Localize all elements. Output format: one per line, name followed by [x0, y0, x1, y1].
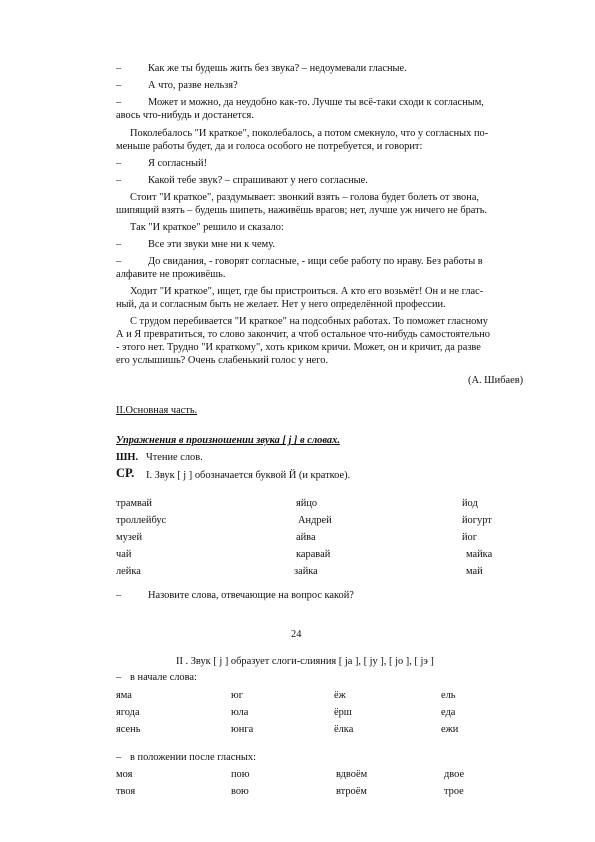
exercise-instruction: Чтение слов. — [146, 452, 203, 463]
word: ёлка — [334, 724, 354, 735]
word: йод — [462, 498, 478, 509]
word: юнга — [231, 724, 254, 735]
dialogue-dash: – — [116, 672, 122, 683]
dialogue-dash: – — [116, 63, 122, 74]
label-shn: ШН. — [116, 452, 139, 463]
story-line: Может и можно, да неудобно как-то. Лучше ты всё-таки сходи к согласным, — [148, 97, 484, 108]
dialogue-dash: – — [116, 97, 122, 108]
story-line: А и Я превратиться, то слово закончит, а чтоб остальное что-нибудь самостоятельно — [116, 329, 490, 340]
part2-subheading: в начале слова: — [130, 672, 197, 683]
section-heading: II.Основная часть. — [116, 405, 198, 416]
word: вою — [231, 786, 249, 797]
word: трамвай — [116, 498, 152, 509]
story-line: Все эти звуки мне ни к чему. — [148, 239, 275, 250]
word: Андрей — [298, 515, 332, 526]
word: музей — [116, 532, 143, 543]
word: еда — [441, 707, 456, 718]
word: яма — [116, 690, 132, 701]
part2-heading: II . Звук [ j ] образует слоги-слияния [ ja ], [ jy ], [ jo ], [ jэ ] — [176, 656, 434, 667]
exercise-subheading: Упражнения в произношении звука [ j ] в словах. — [116, 435, 340, 446]
story-line: С трудом перебивается "И краткое" на подсобных работах. То поможет гласному — [130, 316, 488, 327]
story-line: алфавите не проживёшь. — [116, 269, 226, 280]
story-line: До свидания, - говорят согласные, - ищи себе работу по нраву. Без работы в — [148, 256, 483, 267]
story-line: Я согласный! — [148, 158, 208, 169]
question-text: Назовите слова, отвечающие на вопрос какой? — [148, 590, 354, 601]
word: ягода — [116, 707, 140, 718]
dialogue-dash: – — [116, 239, 122, 250]
word: твоя — [116, 786, 136, 797]
story-line: Поколебалось "И краткое", поколебалось, а потом смекнуло, что у согласных по- — [130, 128, 489, 139]
word: айва — [296, 532, 316, 543]
dialogue-dash: – — [116, 752, 122, 763]
word: ежи — [441, 724, 459, 735]
word: зайка — [294, 566, 318, 577]
word: втроём — [336, 786, 367, 797]
word: май — [466, 566, 483, 577]
word: троллейбус — [116, 515, 167, 526]
story-line: его услышишь? Очень слабенький голос у него. — [116, 355, 329, 366]
part2-subheading: в положении после гласных: — [130, 752, 256, 763]
story-line: ный, да и согласным быть не желает. Нет у него определённой профессии. — [116, 299, 446, 310]
word: йогурт — [462, 515, 492, 526]
exercise-instruction: I. Звук [ j ] обозначается буквой Й (и краткое). — [146, 470, 351, 481]
word: лейка — [116, 566, 141, 577]
story-line: - этого нет. Трудно "И краткому", хоть криком кричи. Может, он и кричит, да разве — [116, 342, 481, 353]
word: пою — [231, 769, 250, 780]
story-line: А что, разве нельзя? — [148, 80, 238, 91]
dialogue-dash: – — [116, 80, 122, 91]
word: моя — [116, 769, 133, 780]
story-line: Ходит "И краткое", ищет, где бы пристроиться. А кто его возьмёт! Он и не глас- — [130, 286, 484, 297]
word: ёж — [334, 690, 346, 701]
word: каравай — [296, 549, 331, 560]
word: трое — [444, 786, 464, 797]
word: ель — [441, 690, 456, 701]
word: майка — [466, 549, 493, 560]
story-line: Как же ты будешь жить без звука? – недоумевали гласные. — [148, 63, 407, 74]
word: юла — [231, 707, 249, 718]
story-line: авось что-нибудь и достанется. — [116, 110, 254, 121]
story-author: (А. Шибаев) — [468, 375, 524, 386]
word: йог — [462, 532, 478, 543]
word: вдвоём — [336, 769, 368, 780]
story-line: Стоит "И краткое", раздумывает: звонкий взять – голова будет болеть от звона, — [130, 192, 480, 203]
page-number: 24 — [291, 629, 302, 640]
story-line: шипящий взять – будешь шипеть, наживёшь врагов; нет, лучше уж ничего не брать. — [116, 205, 488, 216]
label-sr: СР. — [116, 466, 135, 480]
word: ясень — [116, 724, 141, 735]
word: ёрш — [334, 707, 352, 718]
word: юг — [231, 690, 244, 701]
story-line: Так "И краткое" решило и сказало: — [130, 222, 284, 233]
word: двое — [444, 769, 465, 780]
dialogue-dash: – — [116, 175, 122, 186]
dialogue-dash: – — [116, 590, 122, 601]
word: яйцо — [296, 498, 318, 509]
dialogue-dash: – — [116, 158, 122, 169]
story-line: меньше работы будет, да и голоса особого не потребуется, и говорит: — [116, 141, 423, 152]
story-line: Какой тебе звук? – спрашивают у него согласные. — [148, 175, 368, 186]
word: чай — [116, 549, 132, 560]
dialogue-dash: – — [116, 256, 122, 267]
